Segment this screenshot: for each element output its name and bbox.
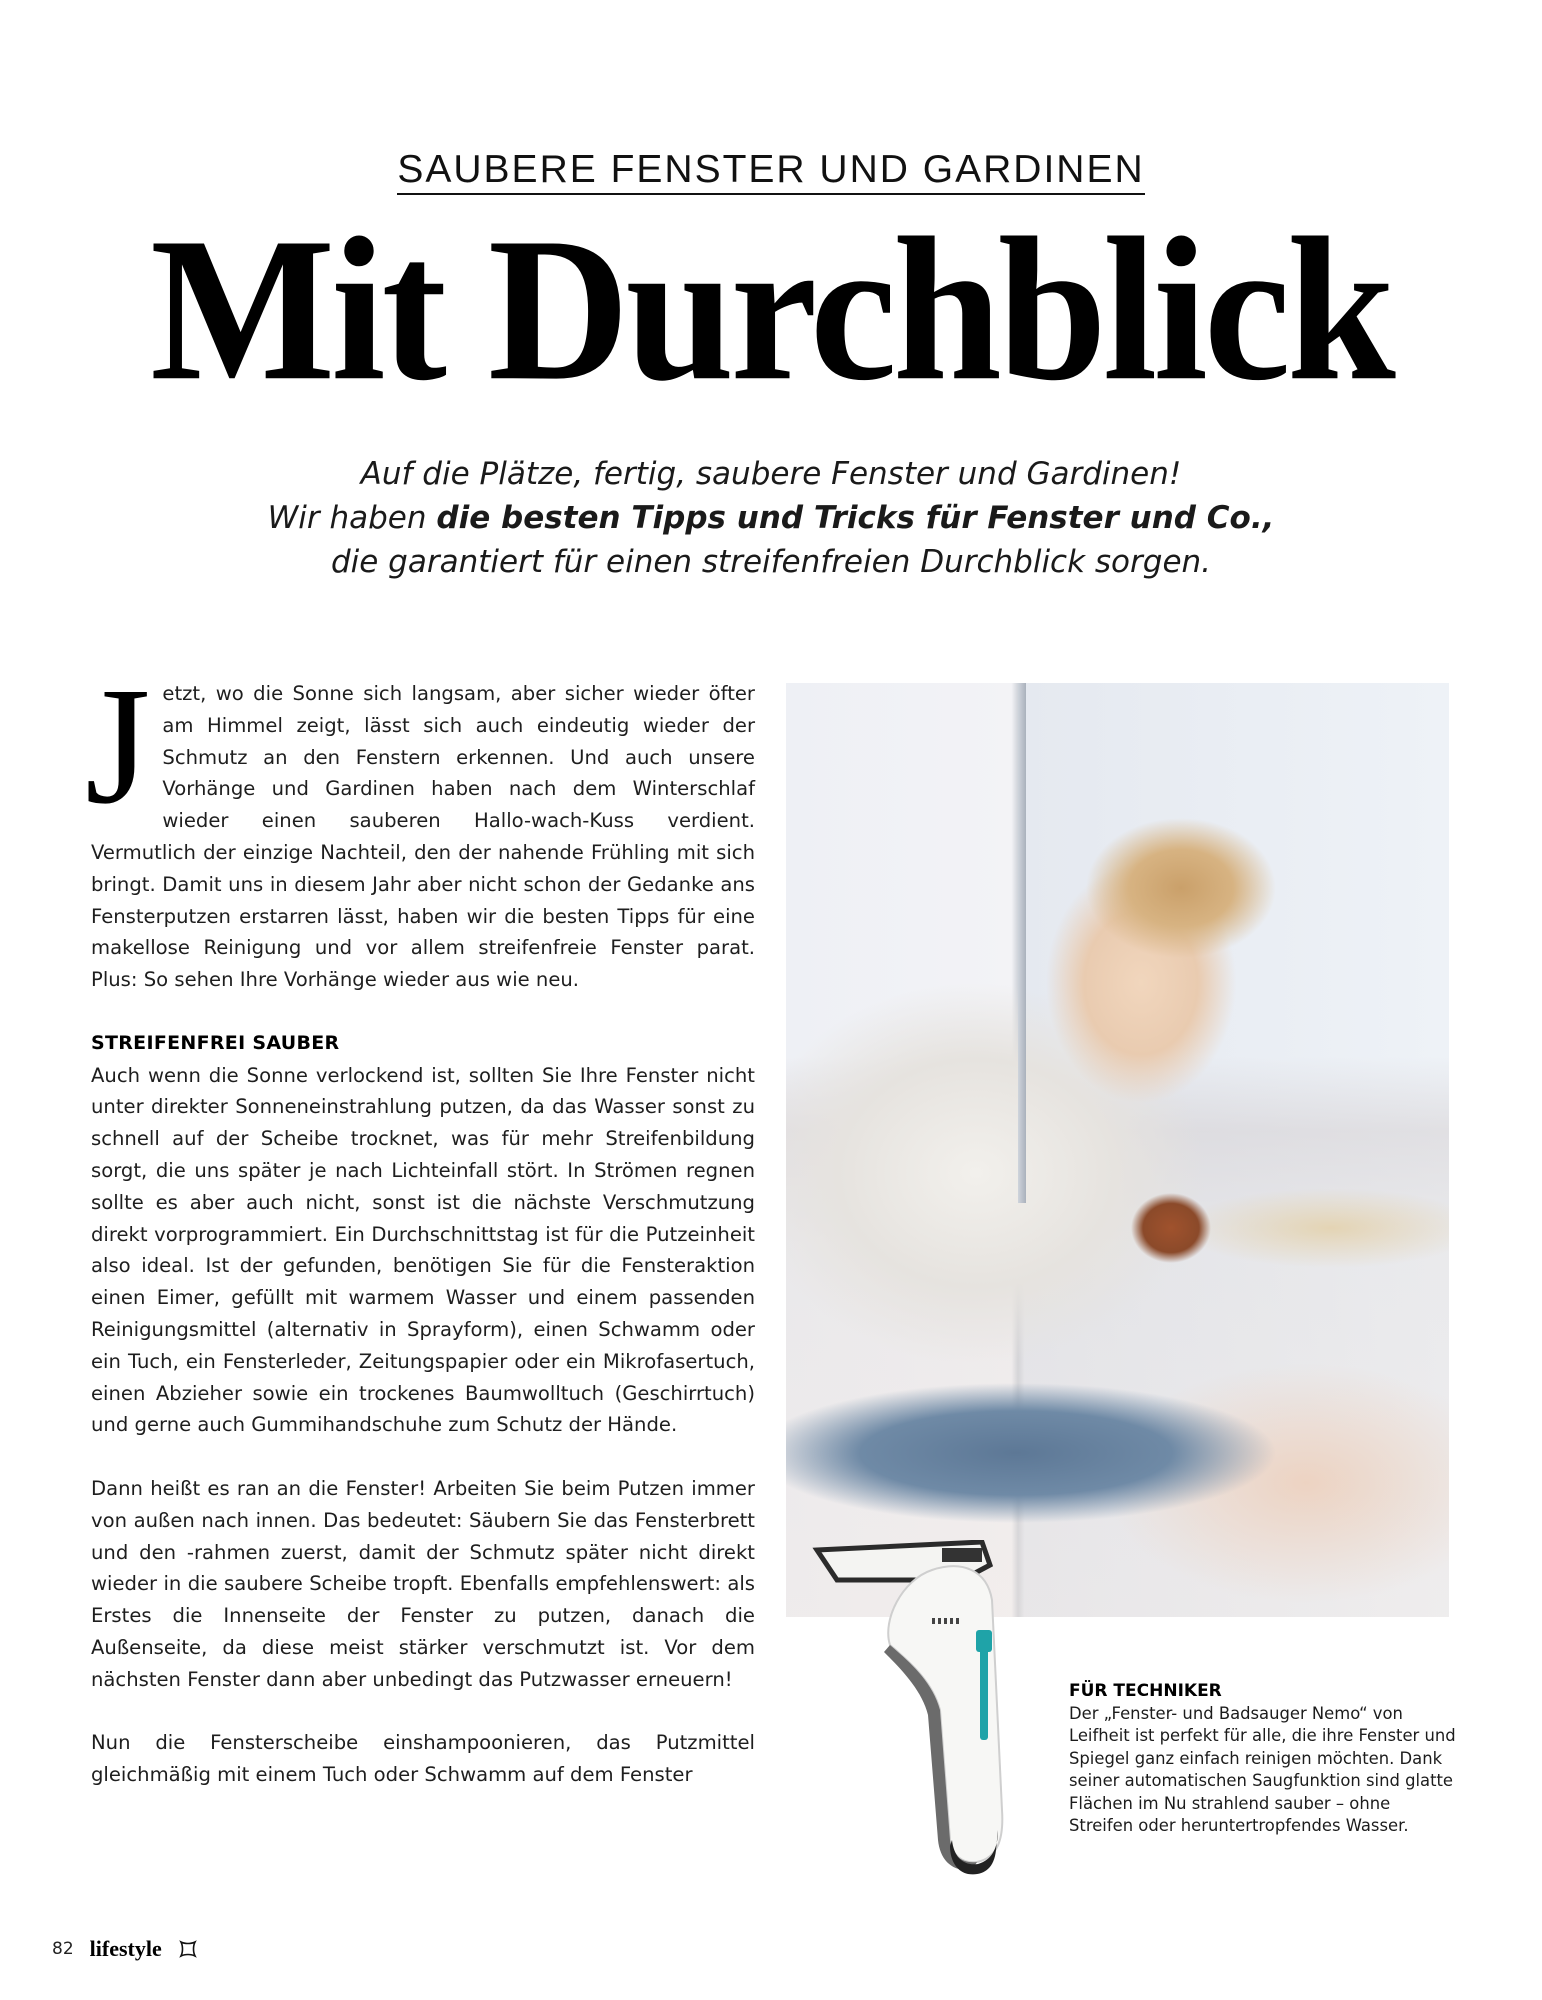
intro-text: etzt, wo die Sonne sich langsam, aber sicher wieder öfter am Himmel zeigt, lässt sich auch eindeutig wieder der Schmutz an den Fenstern erkennen. Und auch unsere Vorhänge und Gardinen haben nach dem Winterschlaf wieder einen sauberen Hallo-wach-Kuss verdient. Vermutlich der einzige Nachteil, den der nahende Frühling mit sich bringt. Damit uns in diesem Jahr aber nicht schon der Gedanke ans Fensterputzen erstarren lässt, haben wir die besten Tipps für eine makellose Reinigung und vor allem streifenfreie Fenster parat. Plus: So sehen Ihre Vorhänge wieder aus wie neu. xyxy=(91,682,755,992)
page-number: 82 xyxy=(52,1939,74,1959)
section-heading: STREIFENFREI SAUBER xyxy=(91,1031,340,1054)
standfirst-line-1: Auf die Plätze, fertig, saubere Fenster und Gardinen! xyxy=(360,456,1182,492)
standfirst xyxy=(150,452,1392,584)
main-photo xyxy=(786,683,1449,1617)
body-paragraph: Nun die Fensterscheibe einshampoonieren, das Putzmittel gleichmäßig mit einem Tuch oder Schwamm auf dem Fenster xyxy=(91,1731,755,1787)
kicker-text: SAUBERE FENSTER UND GARDINEN xyxy=(397,148,1144,195)
intro-paragraph xyxy=(85,653,755,996)
caption-body: Der „Fenster- und Badsauger Nemo“ von Leifheit ist perfekt für alle, die ihre Fenster und Spiegel ganz einfach reinigen möchten. Dank seiner automatischen Saugfunktion sind glatte Flächen im Nu strahlend sauber – ohne Streifen oder heruntertropfendes Wasser. xyxy=(1069,1703,1456,1835)
body-paragraph: Auch wenn die Sonne verlockend ist, sollten Sie Ihre Fenster nicht unter direkter Sonneneinstrahlung putzen, da das Wasser sonst zu schnell auf der Scheibe trocknet, was für mehr Streifenbildung sorgt, die uns später je nach Lichteinfall stört. In Strömen regnen sollte es aber auch nicht, sonst ist die nächste Verschmutzung direkt vorprogrammiert. Ein Durchschnittstag ist für die Putzeinheit also ideal. Ist der gefunden, benötigen Sie für die Fensteraktion einen Eimer, gefüllt mit warmem Wasser und einem passenden Reinigungsmittel (alternativ in Sprayform), einen Schwamm oder ein Tuch, ein Fensterleder, Zeitungspapier oder ein Mikrofasertuch, einen Abzieher sowie ein trockenes Baumwolltuch (Geschirrtuch) und gerne auch Gummihandschuhe zum Schutz der Hände. xyxy=(91,1063,755,1437)
flower-outline-icon xyxy=(178,1939,198,1959)
standfirst-highlight: die besten Tipps und Tricks für Fenster und Co., xyxy=(436,500,1275,536)
caption-title: FÜR TECHNIKER xyxy=(1069,1681,1222,1701)
drop-cap: J xyxy=(85,653,151,839)
page-title: Mit Durchblick xyxy=(150,195,1392,424)
standfirst-line-2-prefix: Wir haben xyxy=(267,500,437,536)
window-frame xyxy=(1018,683,1026,1203)
section-kicker xyxy=(0,148,1542,192)
page-footer xyxy=(52,1936,198,1962)
standfirst-line-2 xyxy=(150,496,1392,540)
magazine-brand: lifestyle xyxy=(89,1936,162,1961)
product-caption xyxy=(1069,1680,1459,1838)
window-vacuum-product-image xyxy=(812,1540,1012,1880)
standfirst-line-3: die garantiert für einen streifenfreien Durchblick sorgen. xyxy=(330,544,1212,580)
body-paragraph: Dann heißt es ran an die Fenster! Arbeiten Sie beim Putzen immer von außen nach innen. Das bedeutet: Säubern Sie das Fensterbrett und den -rahmen zuerst, damit der Schmutz später nicht direkt wieder in die saubere Scheibe tropft. Ebenfalls empfehlenswert: als Erstes die Innenseite der Fenster zu putzen, danach die Außenseite, da diese meist stärker verschmutzt ist. Vor dem nächsten Fenster dann aber unbedingt das Putzwasser erneuern! xyxy=(91,1476,755,1691)
article-body xyxy=(85,653,755,1823)
